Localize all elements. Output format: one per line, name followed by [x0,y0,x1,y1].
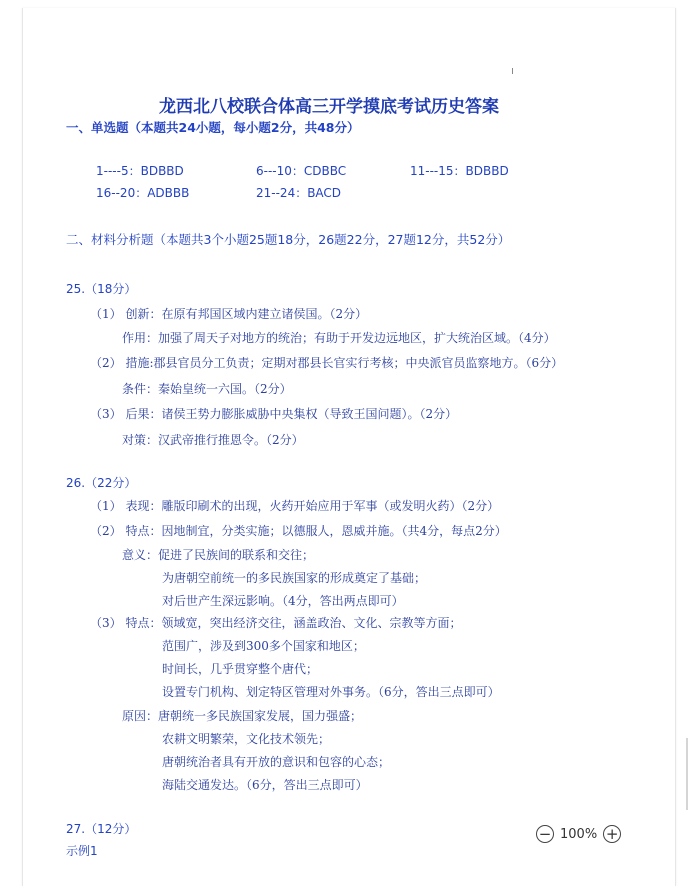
example-label: 示例1 [66,844,98,858]
answer-group: 11---15：BDBBD [410,164,509,178]
answer-line: 唐朝统治者具有开放的意识和包容的心态； [162,755,391,769]
answer-line: 农耕文明繁荣，文化技术领先； [162,732,331,746]
answer-line: （3） 后果：诸侯王势力膨胀威胁中央集权（导致王国问题）。（2分） [90,407,458,421]
answer-group: 6---10：CDBBC [256,164,347,178]
answer-line: （2） 措施:郡县官员分工负责；定期对郡县长官实行考核；中央派官员监察地方。（6分） [90,356,564,370]
scrollbar[interactable] [686,738,688,810]
zoom-level: 100% [560,826,598,842]
answer-line: 作用：加强了周天子对地方的统治；有助于开发边远地区，扩大统治区域。（4分） [122,331,556,345]
answer-group: 21--24：BACD [256,186,342,200]
answer-line: 范围广，涉及到300多个国家和地区； [162,639,365,653]
document-title: 龙西北八校联合体高三开学摸底考试历史答案 [159,97,499,117]
answer-line: （2） 特点：因地制宜，分类实施；以德服人，恩威并施。（共4分，每点2分） [90,524,507,538]
answer-group: 1----5：BDBBD [96,164,184,178]
answer-line: 原因：唐朝统一多民族国家发展，国力强盛； [122,709,363,723]
answer-line: （1） 表现：雕版印刷术的出现，火药开始应用于军事（或发明火药）（2分） [90,499,500,513]
answer-line: （1） 创新：在原有邦国区域内建立诸侯国。（2分） [90,307,368,321]
answer-group: 16--20：ADBBB [96,186,190,200]
plus-icon: + [605,824,619,843]
zoom-in-button[interactable] [603,825,621,843]
page-mark [512,68,513,74]
minus-icon: − [538,824,552,843]
answer-line: 设置专门机构、划定特区管理对外事务。（6分，答出三点即可） [162,685,500,699]
answer-line: 条件：秦始皇统一六国。（2分） [122,382,292,396]
answer-line: 为唐朝空前统一的多民族国家的形成奠定了基础； [162,571,427,585]
section1-heading: 一、单选题（本题共24小题，每小题2分，共48分） [66,120,360,135]
answer-line: 海陆交通发达。（6分，答出三点即可） [162,778,368,792]
section2-heading: 二、材料分析题（本题共3个小题25题18分，26题22分，27题12分，共52分） [66,232,511,247]
question-26-label: 26.（22分） [66,476,137,490]
answer-line: （3） 特点：领域宽，突出经济交往，涵盖政治、文化、宗教等方面； [90,616,462,630]
question-25-label: 25.（18分） [66,282,137,296]
zoom-out-button[interactable] [536,825,554,843]
answer-line: 对后世产生深远影响。（4分，答出两点即可） [162,594,404,608]
question-27-label: 27.（12分） [66,822,137,836]
answer-line: 时间长，几乎贯穿整个唐代； [162,662,319,676]
zoom-control [536,823,621,845]
answer-line: 对策：汉武帝推行推恩令。（2分） [122,433,304,447]
answer-line: 意义：促进了民族间的联系和交往； [122,548,315,562]
